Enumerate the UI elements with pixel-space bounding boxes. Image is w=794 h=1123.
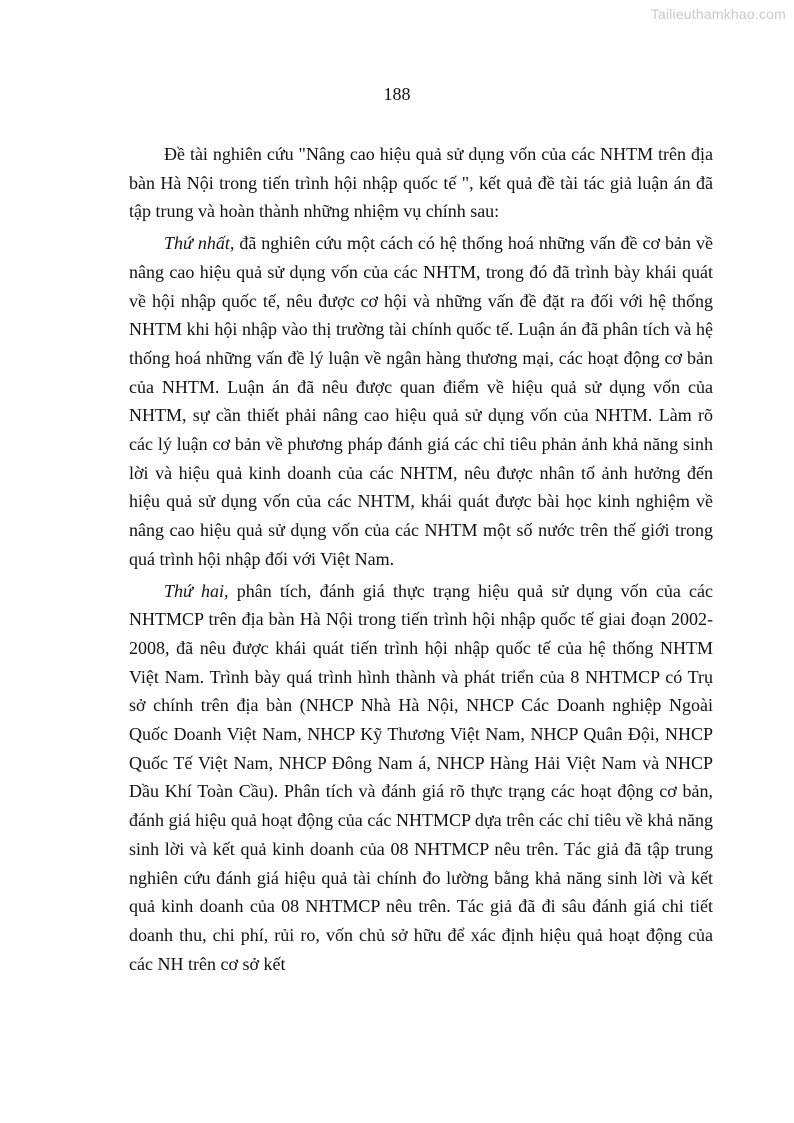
- paragraph-first: [129, 229, 713, 573]
- paragraph-first-lead: Thứ nhất,: [164, 233, 235, 254]
- paragraph-first-text: đã nghiên cứu một cách có hệ thống hoá những vấn đề cơ bản về nâng cao hiệu quả sử dụng vốn của các NHTM, trong đó đã trình bày khái quát về hội nhập quốc tế, nêu được cơ hội và những vấn đề đặt ra đối với hệ thống NHTM khi hội nhập vào thị trường tài chính quốc tế. Luận án đã phân tích và hệ thống hoá những vấn đề lý luận về ngân hàng thương mại, các hoạt động cơ bản của NHTM. Luận án đã nêu được quan điểm về hiệu quả sử dụng vốn của NHTM, sự cần thiết phải nâng cao hiệu quả sử dụng vốn của NHTM. Làm rõ các lý luận cơ bản về phương pháp đánh giá các chỉ tiêu phản ảnh khả năng sinh lời và hiệu quả kinh doanh của các NHTM, nêu được nhân tố ảnh hưởng đến hiệu quả sử dụng vốn của các NHTM, khái quát được bài học kinh nghiệm về nâng cao hiệu quả sử dụng vốn của các NHTM một số nước trên thế giới trong quá trình hội nhập đối với Việt Nam.: [129, 233, 713, 569]
- paragraph-intro-text: Đề tài nghiên cứu "Nâng cao hiệu quả sử dụng vốn của các NHTM trên địa bàn Hà Nội trong tiến trình hội nhập quốc tế ", kết quả đề tài tác giả luận án đã tập trung và hoàn thành những nhiệm vụ chính sau:: [129, 144, 713, 222]
- paragraph-second-lead: Thứ hai,: [164, 580, 229, 601]
- document-body: [129, 140, 713, 981]
- paragraph-intro: [129, 140, 713, 226]
- paragraph-second-text: phân tích, đánh giá thực trạng hiệu quả sử dụng vốn của các NHTMCP trên địa bàn Hà Nội trong tiến trình hội nhập quốc tế giai đoạn 2002-2008, đã nêu được khái quát tiến trình hội nhập quốc tế của hệ thống NHTM Việt Nam. Trình bày quá trình hình thành và phát triển của 8 NHTMCP có Trụ sở chính trên địa bàn (NHCP Nhà Hà Nội, NHCP Các Doanh nghiệp Ngoài Quốc Doanh Việt Nam, NHCP Kỹ Thương Việt Nam, NHCP Quân Đội, NHCP Quốc Tế Việt Nam, NHCP Đông Nam á, NHCP Hàng Hải Việt Nam và NHCP Dầu Khí Toàn Cầu). Phân tích và đánh giá rõ thực trạng các hoạt động cơ bản, đánh giá hiệu quả hoạt động của các NHTMCP dựa trên các chỉ tiêu về khả năng sinh lời và kết quả kinh doanh của 08 NHTMCP nêu trên. Tác giả đã tập trung nghiên cứu đánh giá hiệu quả tài chính đo lường bằng khả năng sinh lời và kết quả kinh doanh của 08 NHTMCP nêu trên. Tác giả đã đi sâu đánh giá chi tiết doanh thu, chi phí, rủi ro, vốn chủ sở hữu để xác định hiệu quả hoạt động của các NH trên cơ sở kết: [129, 580, 713, 974]
- page-number: 188: [383, 84, 411, 104]
- paragraph-second: [129, 577, 713, 979]
- watermark: Tailieuthamkhao.com: [650, 6, 786, 22]
